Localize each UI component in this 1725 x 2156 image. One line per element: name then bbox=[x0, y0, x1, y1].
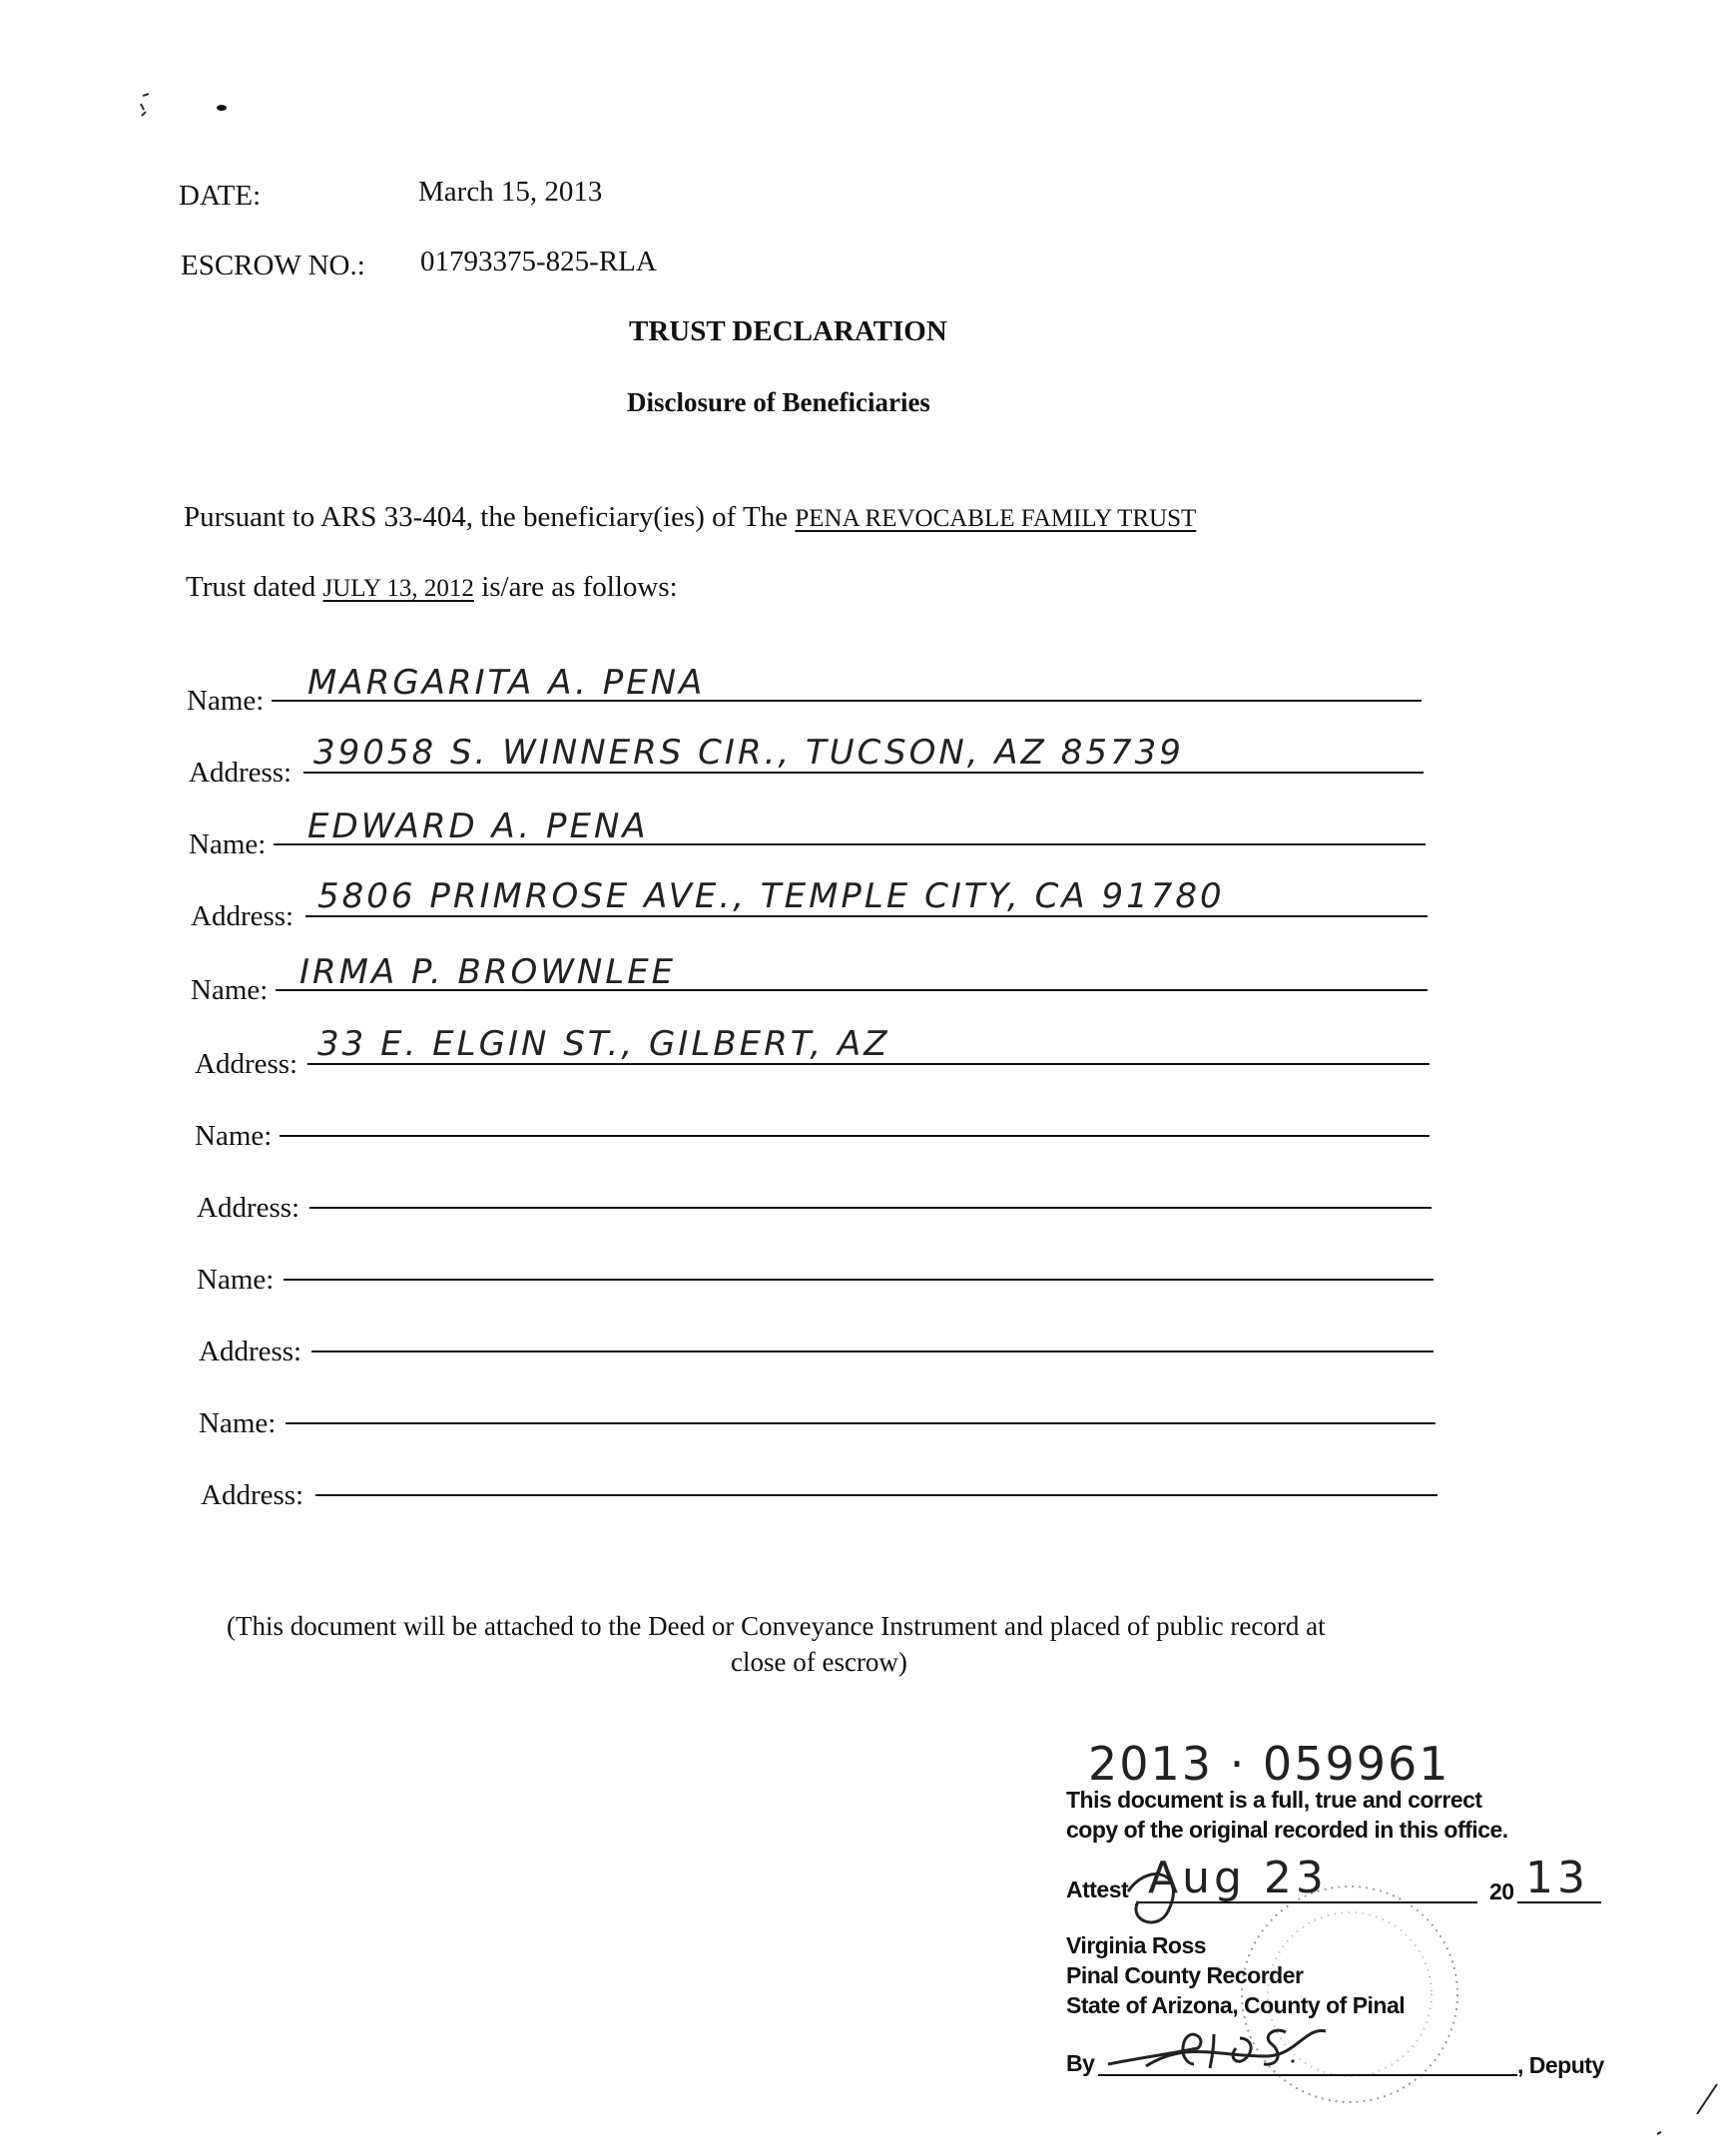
date-value: March 15, 2013 bbox=[418, 176, 603, 208]
name-label: Name: bbox=[189, 828, 267, 860]
certification-line-1: This document is a full, true and correct bbox=[1066, 1787, 1482, 1813]
trust-dated-label: Trust dated bbox=[186, 571, 316, 603]
name-label: Name: bbox=[187, 685, 265, 717]
escrow-label: ESCROW NO.: bbox=[181, 250, 365, 281]
escrow-value: 01793375-825-RLA bbox=[420, 246, 657, 277]
trust-name: PENA REVOCABLE FAMILY TRUST bbox=[795, 505, 1197, 532]
footer-note-line-1: (This document will be attached to the Deed or Conveyance Instrument and placed of public record at bbox=[227, 1611, 1326, 1641]
name-label: Name: bbox=[195, 1120, 273, 1152]
intro-suffix: is/are as follows: bbox=[481, 571, 678, 603]
address-label: Address: bbox=[199, 1336, 302, 1367]
address-label: Address: bbox=[201, 1479, 304, 1511]
year-prefix: 20 bbox=[1489, 1879, 1514, 1904]
footer-note-line-2: close of escrow) bbox=[731, 1647, 907, 1677]
year-suffix: 13 bbox=[1525, 1853, 1589, 1903]
address-label: Address: bbox=[189, 757, 292, 789]
beneficiary-1-name: MARGARITA A. PENA bbox=[307, 663, 706, 703]
document-subtitle: Disclosure of Beneficiaries bbox=[627, 387, 930, 417]
recorder-name: Virginia Ross bbox=[1066, 1932, 1207, 1958]
record-number: 2013 · 059961 bbox=[1088, 1737, 1450, 1791]
address-label: Address: bbox=[197, 1192, 300, 1224]
beneficiary-1-address: 39058 S. WINNERS CIR., TUCSON, AZ 85739 bbox=[313, 733, 1184, 773]
attest-label: Attest bbox=[1066, 1877, 1129, 1902]
attest-date: Aug 23 bbox=[1148, 1853, 1328, 1903]
recorder-jurisdiction: State of Arizona, County of Pinal bbox=[1066, 1992, 1406, 2018]
address-label: Address: bbox=[195, 1048, 298, 1080]
date-label: DATE: bbox=[179, 180, 262, 212]
address-label: Address: bbox=[191, 900, 294, 932]
deputy-label: , Deputy bbox=[1517, 2052, 1604, 2078]
name-label: Name: bbox=[199, 1407, 277, 1439]
beneficiary-2-name: EDWARD A. PENA bbox=[307, 807, 649, 846]
by-label: By bbox=[1066, 2050, 1095, 2076]
beneficiary-2-address: 5806 PRIMROSE AVE., TEMPLE CITY, CA 91780 bbox=[317, 876, 1225, 916]
trust-date: JULY 13, 2012 bbox=[322, 575, 474, 602]
document-title: TRUST DECLARATION bbox=[629, 315, 947, 347]
beneficiary-3-address: 33 E. ELGIN ST., GILBERT, AZ bbox=[317, 1024, 890, 1064]
name-label: Name: bbox=[197, 1264, 275, 1296]
intro-prefix: Pursuant to ARS 33-404, the beneficiary(ies) of The bbox=[184, 501, 789, 533]
beneficiary-3-name: IRMA P. BROWNLEE bbox=[299, 952, 677, 992]
name-label: Name: bbox=[191, 974, 269, 1006]
recorder-title: Pinal County Recorder bbox=[1066, 1962, 1304, 1988]
certification-line-2: copy of the original recorded in this office. bbox=[1066, 1817, 1508, 1843]
